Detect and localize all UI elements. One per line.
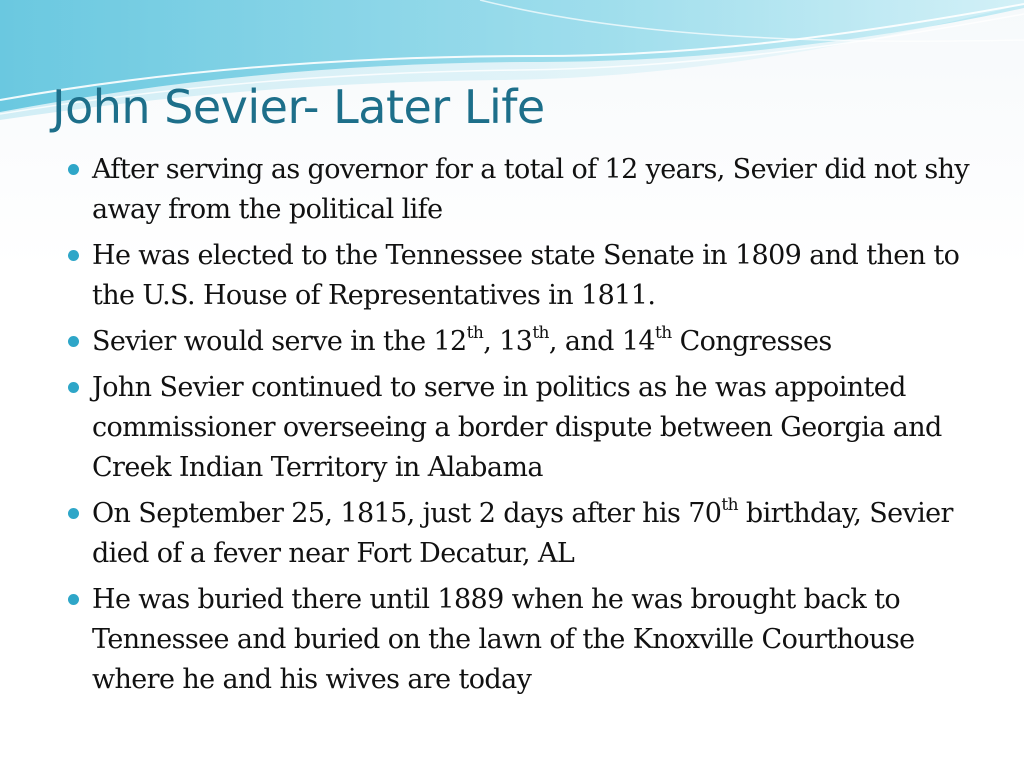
bullet-item bbox=[62, 150, 1002, 230]
bullet-dot-icon bbox=[68, 594, 79, 605]
bullet-text-segment: Congresses bbox=[671, 326, 832, 357]
ordinal-superscript: th bbox=[655, 323, 672, 343]
bullet-text-segment: , and 14 bbox=[548, 326, 655, 357]
bullet-dot-icon bbox=[68, 336, 79, 347]
ordinal-superscript: th bbox=[721, 495, 738, 515]
bullet-dot-icon bbox=[68, 250, 79, 261]
bullet-text bbox=[92, 495, 953, 569]
ordinal-superscript: th bbox=[532, 323, 549, 343]
ordinal-superscript: th bbox=[466, 323, 484, 343]
bullet-item bbox=[62, 580, 1002, 700]
bullet-dot-icon bbox=[68, 508, 79, 519]
bullet-text bbox=[92, 323, 832, 357]
bullet-item bbox=[62, 368, 1002, 488]
bullet-text-segment: He was elected to the Tennessee state Senate in 1809 and then to the U.S. House of Representatives in 1811. bbox=[92, 240, 960, 311]
bullet-item bbox=[62, 236, 1002, 316]
bullet-text bbox=[92, 240, 959, 311]
bullet-text bbox=[92, 372, 942, 483]
slide-title: John Sevier- Later Life bbox=[52, 80, 545, 134]
bullet-item bbox=[62, 322, 1002, 362]
bullet-text-segment: On September 25, 1815, just 2 days after his 70 bbox=[92, 498, 722, 529]
bullet-text-segment: Sevier would serve in the 12 bbox=[92, 326, 467, 357]
bullet-text-segment: After serving as governor for a total of 12 years, Sevier did not shy away from the political life bbox=[92, 154, 970, 225]
bullet-text-segment: He was buried there until 1889 when he was brought back to Tennessee and buried on the lawn of the Knoxville Courthouse where he and his wives are today bbox=[92, 584, 915, 695]
bullet-text bbox=[92, 584, 914, 695]
bullet-text-segment: John Sevier continued to serve in politics as he was appointed commissioner overseeing a border dispute between Georgia and Creek Indian Territory in Alabama bbox=[92, 372, 942, 483]
bullet-dot-icon bbox=[68, 382, 79, 393]
bullet-dot-icon bbox=[68, 164, 79, 175]
bullet-item bbox=[62, 494, 1002, 574]
bullet-list bbox=[62, 150, 1002, 706]
bullet-text bbox=[92, 154, 969, 225]
bullet-text-segment: birthday, Sevier died of a fever near Fort Decatur, AL bbox=[92, 498, 953, 569]
bullet-text-segment: , 13 bbox=[483, 326, 533, 357]
